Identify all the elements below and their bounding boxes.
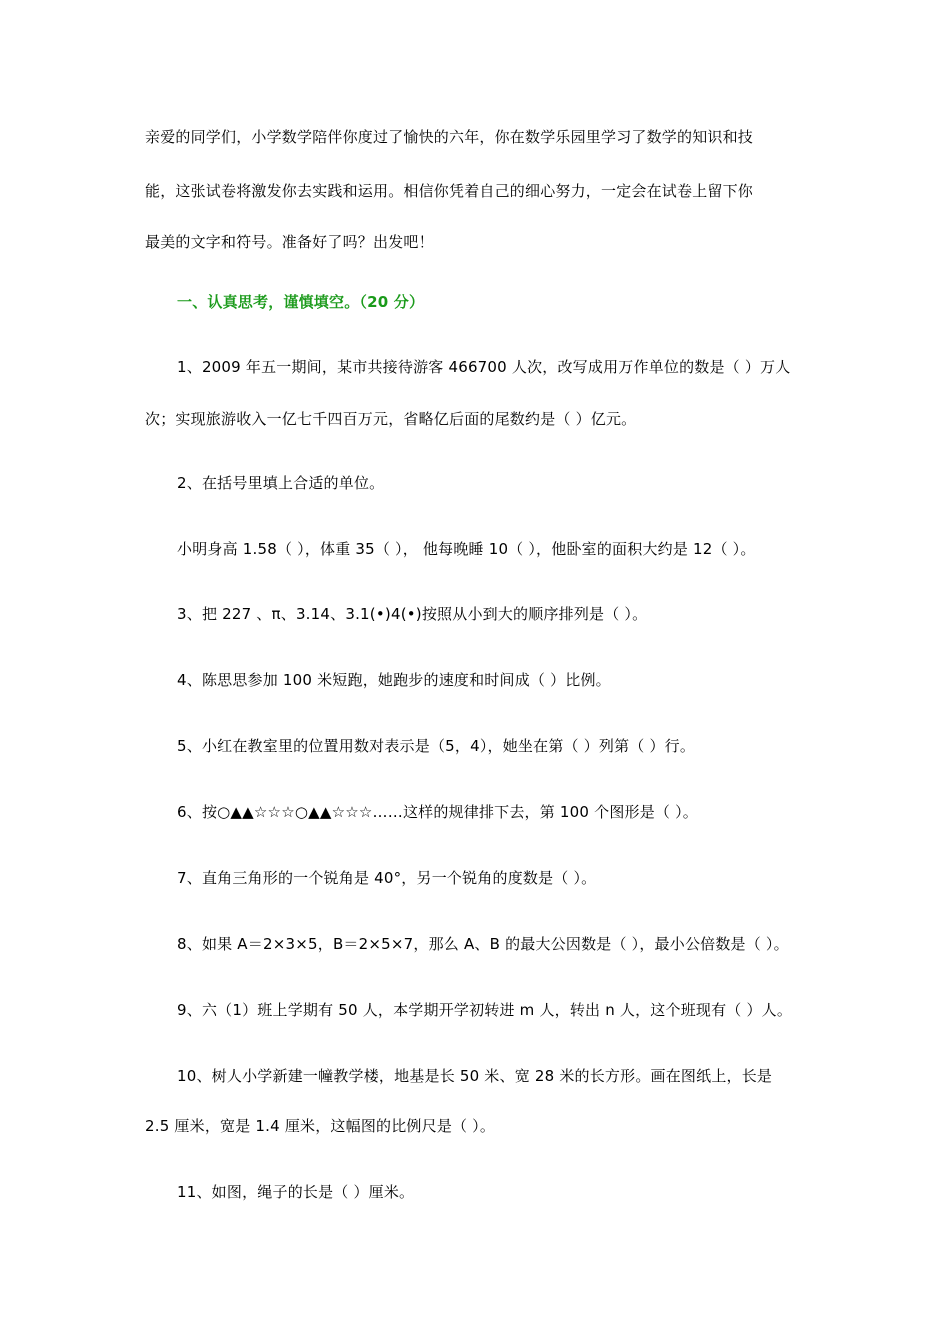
- question-2-subline: 小明身高 1.58（ ），体重 35（ ）， 他每晚睡 10（ ），他卧室的面积大约是 12（ ）。: [177, 540, 756, 558]
- question-10-line-2: 2.5 厘米，宽是 1.4 厘米，这幅图的比例尺是（ ）。: [145, 1117, 496, 1135]
- question-5: 5、小红在教室里的位置用数对表示是（5，4），她坐在第（ ）列第（ ）行。: [177, 737, 696, 755]
- section-1-heading: 一、认真思考，谨慎填空。（20 分）: [177, 293, 425, 311]
- question-6: 6、按○▲▲☆☆☆○▲▲☆☆☆……这样的规律排下去，第 100 个图形是（ ）。: [177, 803, 698, 821]
- question-10-line-1: 10、树人小学新建一幢教学楼，地基是长 50 米、宽 28 米的长方形。画在图纸上，长是: [177, 1067, 773, 1085]
- question-4: 4、陈思思参加 100 米短跑，她跑步的速度和时间成（ ）比例。: [177, 671, 611, 689]
- question-11: 11、如图，绳子的长是（ ）厘米。: [177, 1183, 415, 1201]
- question-9: 9、六（1）班上学期有 50 人，本学期开学初转进 m 人，转出 n 人，这个班现有（ ）人。: [177, 1001, 793, 1019]
- question-1-line-2: 次；实现旅游收入一亿七千四百万元，省略亿后面的尾数约是（ ）亿元。: [145, 410, 637, 428]
- intro-line-1: 亲爱的同学们，小学数学陪伴你度过了愉快的六年，你在数学乐园里学习了数学的知识和技: [145, 128, 754, 146]
- question-2: 2、在括号里填上合适的单位。: [177, 474, 385, 492]
- intro-line-3: 最美的文字和符号。准备好了吗？出发吧！: [145, 233, 434, 251]
- question-7: 7、直角三角形的一个锐角是 40°，另一个锐角的度数是（ ）。: [177, 869, 597, 887]
- intro-line-2: 能，这张试卷将激发你去实践和运用。相信你凭着自己的细心努力，一定会在试卷上留下你: [145, 182, 754, 200]
- question-1-line-1: 1、2009 年五一期间，某市共接待游客 466700 人次，改写成用万作单位的数是（ ）万人: [177, 358, 791, 376]
- question-8: 8、如果 A＝2×3×5，B＝2×5×7，那么 A、B 的最大公因数是（ ），最小公倍数是（ ）。: [177, 935, 789, 953]
- question-3: 3、把 227 、π、3.14、3.1(•)4(•)按照从小到大的顺序排列是（ ）。: [177, 605, 648, 623]
